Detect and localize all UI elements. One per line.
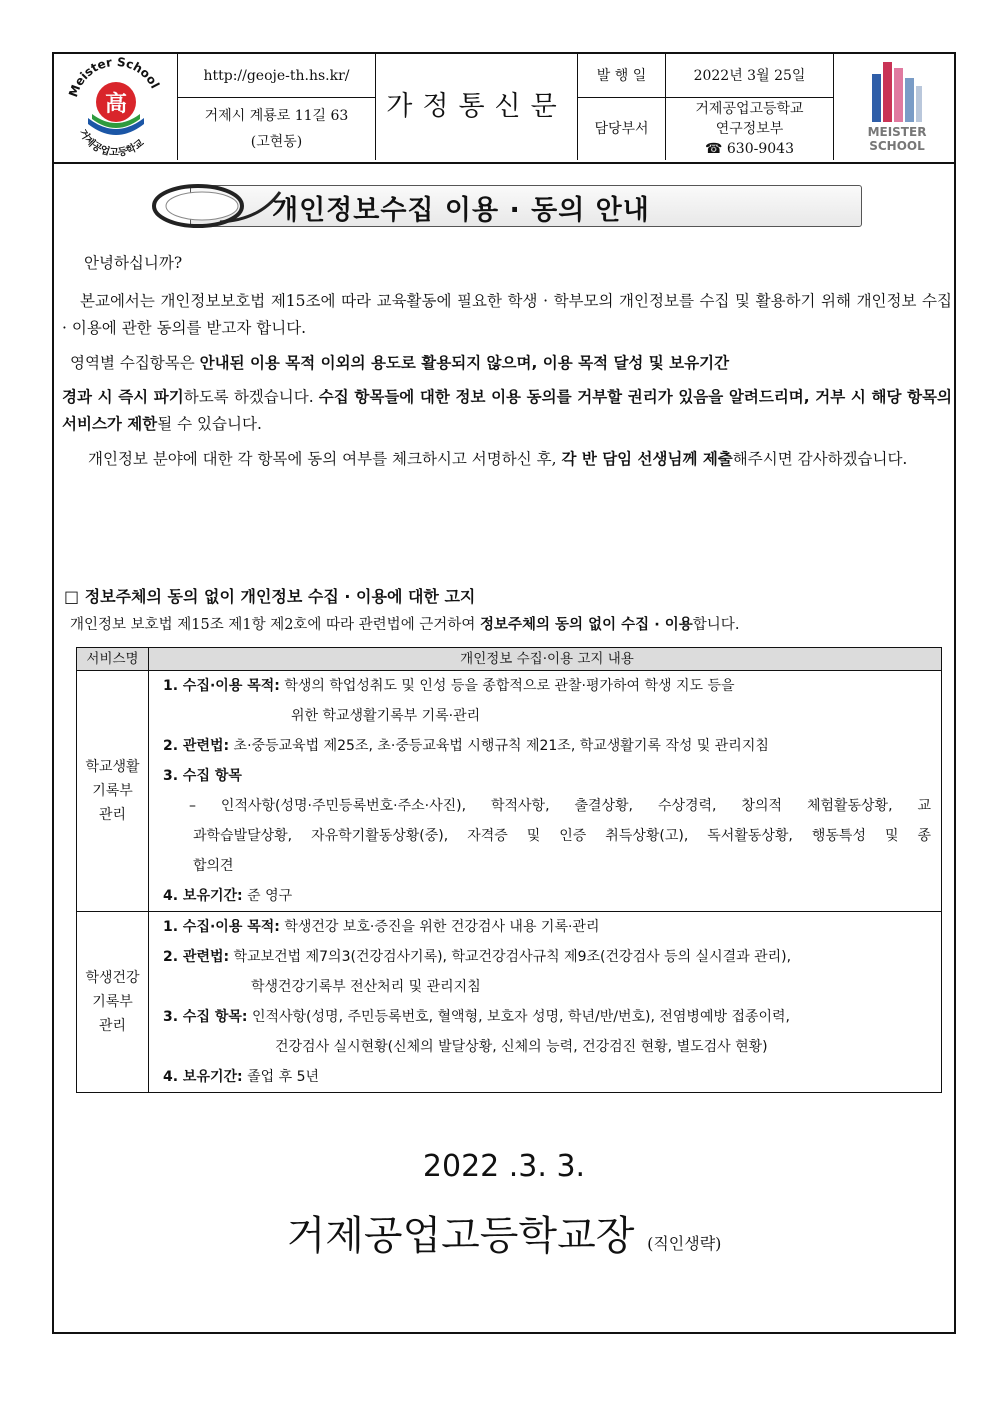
law-label: 2. 관련법: [163, 949, 230, 965]
items-text-3: 합의견 [193, 858, 234, 874]
dept-name: 연구정보부 [715, 121, 784, 137]
footer-signature [54, 1204, 954, 1261]
title-cell [376, 54, 578, 160]
school-emblem-icon [54, 54, 178, 160]
items-text-1: 인적사항(성명, 주민등록번호, 혈액형, 보호자 성명, 학년/반/번호), 전염병예방 접종이력, [247, 1009, 790, 1025]
url-cell [178, 54, 376, 98]
items-text-2: 건강검사 실시현황(신체의 발달상황, 신체의 능력, 건강검진 현황, 별도검사 현황) [275, 1039, 768, 1055]
signer-name: 거제공업고등학교장 [286, 1213, 635, 1259]
paragraph-submit [62, 446, 952, 473]
p3-text-d: 될 수 있습니다. [157, 415, 262, 433]
notice-table [76, 647, 942, 1093]
school-url[interactable]: http://geoje-th.hs.kr/ [203, 67, 350, 84]
retain-text: 졸업 후 5년 [242, 1069, 319, 1085]
law-label: 2. 관련법: [163, 738, 230, 754]
p3-bold-c: 수집 항목들에 대한 정보 이용 동의를 거부할 권리가 있음을 알려드리며, 거부 시 해당 항목의 서비스가 제한 [62, 388, 952, 433]
dept-label-cell [578, 98, 666, 160]
service-name-record: 학교생활 기록부 관리 [77, 671, 149, 911]
issue-label-cell [578, 54, 666, 98]
items-text-1: – 인적사항(성명·주민등록번호·주소·사진), 학적사항, 출결상황, 수상경력, 창의적 체험활동상황, 교 [189, 798, 931, 814]
purpose-label: 1. 수집·이용 목적: [163, 678, 280, 694]
dept-cell [666, 98, 834, 160]
purpose-text-cont: 위한 학교생활기록부 기록·관리 [291, 708, 481, 724]
meister-logo-line1: MEISTER [867, 125, 927, 139]
dept-phone: ☎ 630-9043 [705, 141, 794, 157]
p2-bold: 안내된 이용 목적 이외의 용도로 활용되지 않으며, 이용 목적 달성 및 보유기간 [199, 354, 730, 372]
retain-label: 4. 보유기간: [163, 888, 243, 904]
meister-logo-cell [834, 54, 954, 160]
table-row [77, 912, 941, 1092]
meister-logo-line2: SCHOOL [869, 139, 925, 153]
issue-date-cell [666, 54, 834, 98]
greeting: 안녕하십니까? [84, 254, 183, 272]
purpose-text: 학생의 학업성취도 및 인성 등을 종합적으로 관찰·평가하여 학생 지도 등을 [279, 678, 735, 694]
p3-text-b: 하도록 하겠습니다. [183, 388, 319, 406]
table-header-row [77, 648, 941, 671]
seal-note: (직인생략) [647, 1234, 722, 1253]
document-frame [52, 52, 956, 1334]
dept-label: 담당부서 [594, 121, 649, 137]
retain-text: 준 영구 [242, 888, 293, 904]
purpose-label: 1. 수집·이용 목적: [163, 919, 280, 935]
service-name-health: 학생건강 기록부 관리 [77, 912, 149, 1092]
issue-date-label: 발 행 일 [596, 67, 647, 84]
paragraph-intro: 본교에서는 개인정보보호법 제15조에 따라 교육활동에 필요한 학생 · 학부모의 개인정보를 수집 및 활용하기 위해 개인정보 수집 · 이용에 관한 동의를 받고자 합니다. [62, 292, 952, 337]
section-heading: □ 정보주체의 동의 없이 개인정보 수집 · 이용에 대한 고지 [64, 587, 476, 606]
service-content-record [149, 671, 941, 911]
banner-swoosh-icon [150, 182, 290, 230]
law-text-cont: 학생건강기록부 전산처리 및 관리지침 [251, 979, 481, 995]
footer-date: 2022 .3. 3. [422, 1149, 586, 1184]
retain-label: 4. 보유기간: [163, 1069, 243, 1085]
section-subtext [70, 613, 739, 634]
logo-center-char: 高 [104, 92, 128, 117]
items-text-2: 과학습발달상황, 자유학기활동상황(중), 자격증 및 인증 취득상황(고), 독서활동상황, 행동특성 및 종 [193, 828, 931, 844]
col-header-content: 개인정보 수집·이용 고지 내용 [460, 651, 634, 667]
paragraph-purpose-line1 [62, 350, 952, 377]
items-label: 3. 수집 항목: [163, 1009, 248, 1025]
p4-text-c: 해주시면 감사하겠습니다. [732, 450, 908, 468]
logo-arc-top-text: Meister School [66, 54, 163, 99]
sub-bold: 정보주체의 동의 없이 수집 · 이용 [479, 617, 693, 633]
page-title: 개인정보수집 이용 · 동의 안내 [272, 195, 650, 226]
sub-text-c: 합니다. [692, 617, 740, 633]
issue-date: 2022년 3월 25일 [693, 67, 806, 84]
service-content-health [149, 912, 941, 1092]
items-label: 3. 수집 항목 [163, 768, 242, 784]
title-banner [150, 182, 862, 230]
doc-type-title: 가정통신문 [386, 91, 567, 122]
logo-arc-bottom-text: 거제공업고등학교 [76, 127, 147, 159]
address-line2: (고현동) [250, 134, 303, 150]
p4-bold: 각 반 담임 선생님께 제출 [561, 450, 733, 468]
school-logo-cell [54, 54, 178, 160]
dept-school: 거제공업고등학교 [695, 101, 804, 117]
law-text: 학교보건법 제7의3(건강검사기록), 학교건강검사규칙 제9조(건강검사 등의 실시결과 관리), [229, 949, 792, 965]
purpose-text: 학생건강 보호·증진을 위한 건강검사 내용 기록·관리 [279, 919, 600, 935]
meister-school-logo-icon [834, 54, 954, 160]
sub-text-a: 개인정보 보호법 제15조 제1항 제2호에 따라 관련법에 근거하여 [70, 617, 480, 633]
p2-text: 영역별 수집항목은 [70, 354, 200, 372]
law-text: 초·중등교육법 제25조, 초·중등교육법 시행규칙 제21조, 학교생활기록 작성 및 관리지침 [229, 738, 769, 754]
header-table [54, 54, 954, 164]
p4-text-a: 개인정보 분야에 대한 각 항목에 동의 여부를 체크하시고 서명하신 후, [88, 450, 562, 468]
address-cell [178, 98, 376, 160]
paragraph-purpose-line2 [62, 384, 952, 438]
table-row [77, 671, 941, 912]
address-line1: 거제시 계룡로 11길 63 [204, 108, 349, 124]
col-header-service: 서비스명 [77, 648, 149, 670]
p3-bold-a: 경과 시 즉시 파기 [62, 388, 184, 406]
